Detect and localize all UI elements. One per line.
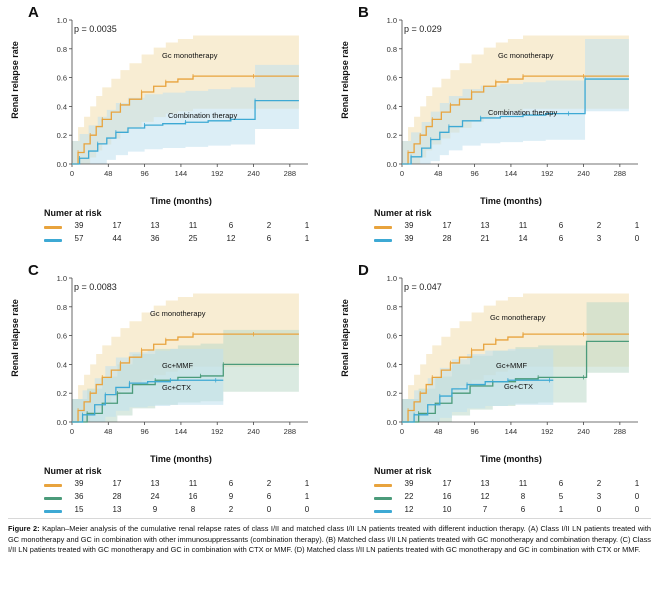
- risk-table-cell: 57: [74, 234, 84, 243]
- risk-table-cell: 5: [558, 492, 564, 501]
- risk-table-cell: 13: [150, 221, 160, 230]
- risk-table-cell: 17: [112, 221, 122, 230]
- risk-table-cell: 36: [150, 234, 160, 243]
- risk-table-cell: 10: [442, 505, 452, 514]
- series-annotation: Gc+CTX: [162, 383, 191, 392]
- x-tick-label: 144: [174, 427, 188, 436]
- x-tick-label: 240: [247, 169, 260, 178]
- series-annotation: Combination therapy: [488, 108, 558, 117]
- plot-area: [380, 14, 642, 182]
- risk-table-row: [44, 479, 324, 492]
- panel-b: [330, 0, 659, 258]
- risk-table-cell: 17: [442, 221, 452, 230]
- risk-table-cell: 2: [596, 479, 602, 488]
- p-value-label: p = 0.047: [404, 282, 442, 292]
- y-tick-label: 0.0: [56, 160, 67, 169]
- y-tick-label: 0.6: [386, 73, 397, 83]
- y-tick-label: 0.8: [386, 302, 397, 312]
- x-tick-label: 96: [140, 169, 149, 178]
- caption-divider: [8, 518, 651, 519]
- panel-a: [0, 0, 329, 258]
- series-annotation: Gc monotherapy: [498, 51, 554, 60]
- y-axis-label: Renal relapse rate: [10, 41, 20, 119]
- risk-table-cell: 39: [74, 479, 84, 488]
- panel-letter: D: [358, 262, 369, 279]
- risk-table-cell: 0: [266, 505, 272, 514]
- risk-table-row: [44, 492, 324, 505]
- risk-table: [374, 208, 654, 247]
- risk-table-cell: 1: [304, 479, 310, 488]
- p-value-label: p = 0.029: [404, 24, 442, 34]
- risk-table-cell: 3: [596, 234, 602, 243]
- figure-caption: [8, 524, 651, 556]
- risk-table-cell: 2: [266, 479, 272, 488]
- series-annotation: Gc+CTX: [504, 382, 533, 391]
- risk-table-row: [44, 221, 324, 234]
- risk-table: [44, 466, 324, 518]
- x-tick-label: 144: [174, 169, 188, 178]
- risk-table-cell: 1: [304, 492, 310, 501]
- risk-table-cell: 25: [188, 234, 198, 243]
- x-tick-label: 240: [577, 169, 590, 178]
- legend-swatch: [44, 239, 62, 242]
- risk-table: [44, 208, 324, 247]
- y-tick-label: 0.8: [56, 302, 67, 312]
- y-tick-label: 0.4: [56, 102, 67, 112]
- y-tick-label: 0.2: [386, 389, 397, 399]
- risk-table-cell: 2: [266, 221, 272, 230]
- kaplan-meier-plot: [380, 14, 642, 182]
- plot-area: [50, 14, 312, 182]
- risk-table-cell: 11: [188, 479, 198, 488]
- x-tick-label: 192: [210, 169, 224, 178]
- risk-table-title: Numer at risk: [44, 466, 102, 476]
- risk-table-cell: 1: [304, 234, 310, 243]
- risk-table-cell: 12: [404, 505, 414, 514]
- y-axis-label: Renal relapse rate: [340, 41, 350, 119]
- risk-table-cell: 13: [112, 505, 122, 514]
- risk-table-cell: 16: [442, 492, 452, 501]
- legend-swatch: [374, 239, 392, 242]
- y-tick-label: 0.0: [56, 418, 67, 427]
- legend-swatch: [44, 226, 62, 229]
- y-tick-label: 1.0: [386, 16, 397, 25]
- risk-table-cell: 0: [304, 505, 310, 514]
- x-tick-label: 48: [434, 169, 443, 178]
- risk-table-cell: 6: [228, 479, 234, 488]
- legend-swatch: [374, 497, 392, 500]
- risk-table-cell: 2: [228, 505, 234, 514]
- risk-table-cell: 12: [226, 234, 236, 243]
- risk-table-cell: 11: [188, 221, 198, 230]
- x-tick-label: 48: [104, 169, 113, 178]
- risk-table-cell: 39: [404, 479, 414, 488]
- risk-table-cell: 6: [520, 505, 526, 514]
- risk-table-cell: 0: [634, 505, 640, 514]
- risk-table-row: [374, 221, 654, 234]
- series-annotation: Gc monotherapy: [162, 51, 218, 60]
- risk-table-cell: 9: [152, 505, 158, 514]
- y-tick-label: 0.6: [56, 331, 67, 341]
- risk-table-cell: 6: [266, 492, 272, 501]
- caption-body: Kaplan–Meier analysis of the cumulative renal relapse rates of class I/II and matched class I/II LN patients treated with different induction therapy. (A) Class I/II LN patients treated with GC monotherapy and GC in combination with other immunosuppressants (combination therapy). (B) Matched class I/II LN patients treated with GC monotherapy and combination therapy. (C) Class I/II LN patients treated with GC monotherapy and GC in combination with CTX or MMF. (D) Matched class I/II LN patients treated with GC monotherapy and GC in combination with CTX or MMF.: [8, 524, 651, 554]
- x-tick-label: 288: [613, 169, 627, 178]
- legend-swatch: [374, 510, 392, 513]
- x-tick-label: 288: [283, 169, 297, 178]
- risk-table-cell: 1: [634, 221, 640, 230]
- risk-table-title: Numer at risk: [374, 466, 432, 476]
- series-annotation: Gc monotherapy: [150, 309, 206, 318]
- risk-table-cell: 44: [112, 234, 122, 243]
- panel-letter: A: [28, 4, 39, 21]
- x-tick-label: 48: [434, 427, 443, 436]
- risk-table-cell: 0: [634, 492, 640, 501]
- risk-table-cell: 12: [480, 492, 490, 501]
- series-annotation: Combination therapy: [168, 111, 238, 120]
- risk-table: [374, 466, 654, 518]
- risk-table-cell: 6: [228, 221, 234, 230]
- risk-table-cell: 16: [188, 492, 198, 501]
- risk-table-cell: 8: [520, 492, 526, 501]
- risk-table-cell: 14: [518, 234, 528, 243]
- legend-swatch: [374, 226, 392, 229]
- risk-table-cell: 13: [480, 479, 490, 488]
- p-value-label: p = 0.0083: [74, 282, 117, 292]
- risk-table-cell: 17: [442, 479, 452, 488]
- risk-table-cell: 6: [558, 479, 564, 488]
- p-value-label: p = 0.0035: [74, 24, 117, 34]
- y-tick-label: 0.2: [56, 389, 67, 399]
- x-tick-label: 240: [577, 427, 590, 436]
- y-tick-label: 0.4: [56, 360, 67, 370]
- panel-letter: C: [28, 262, 39, 279]
- x-axis-label: Time (months): [480, 196, 542, 206]
- risk-table-cell: 28: [442, 234, 452, 243]
- risk-table-cell: 1: [304, 221, 310, 230]
- risk-table-row: [374, 492, 654, 505]
- x-tick-label: 0: [69, 169, 75, 178]
- kaplan-meier-plot: [380, 272, 642, 440]
- x-tick-label: 288: [613, 427, 627, 436]
- y-tick-label: 1.0: [56, 16, 67, 25]
- x-tick-label: 96: [470, 427, 479, 436]
- x-tick-label: 96: [470, 169, 479, 178]
- risk-table-cell: 1: [558, 505, 564, 514]
- risk-table-row: [374, 479, 654, 492]
- risk-table-cell: 11: [518, 479, 528, 488]
- risk-table-cell: 6: [558, 234, 564, 243]
- legend-swatch: [44, 484, 62, 487]
- risk-table-cell: 15: [74, 505, 84, 514]
- risk-table-row: [374, 505, 654, 518]
- x-tick-label: 48: [104, 427, 113, 436]
- x-tick-label: 0: [69, 427, 75, 436]
- risk-table-cell: 39: [404, 221, 414, 230]
- y-axis-label: Renal relapse rate: [10, 299, 20, 377]
- y-tick-label: 1.0: [56, 274, 67, 283]
- risk-table-cell: 28: [112, 492, 122, 501]
- risk-table-cell: 11: [518, 221, 528, 230]
- x-tick-label: 288: [283, 427, 297, 436]
- risk-table-cell: 13: [150, 479, 160, 488]
- series-annotation: Gc+MMF: [162, 361, 194, 370]
- risk-table-cell: 24: [150, 492, 160, 501]
- legend-swatch: [44, 510, 62, 513]
- risk-table-cell: 0: [634, 234, 640, 243]
- x-tick-label: 144: [504, 427, 518, 436]
- x-tick-label: 192: [210, 427, 224, 436]
- series-annotation: Gc+MMF: [496, 361, 528, 370]
- risk-table-row: [374, 234, 654, 247]
- risk-table-cell: 6: [558, 221, 564, 230]
- risk-table-cell: 6: [266, 234, 272, 243]
- y-tick-label: 0.0: [386, 418, 397, 427]
- x-tick-label: 0: [399, 169, 405, 178]
- risk-table-cell: 3: [596, 492, 602, 501]
- risk-table-cell: 21: [480, 234, 490, 243]
- x-axis-label: Time (months): [150, 196, 212, 206]
- kaplan-meier-plot: [50, 14, 312, 182]
- risk-table-cell: 13: [480, 221, 490, 230]
- series-annotation: Gc monotherapy: [490, 313, 546, 322]
- x-tick-label: 192: [540, 427, 554, 436]
- risk-table-cell: 2: [596, 221, 602, 230]
- risk-table-row: [44, 505, 324, 518]
- x-tick-label: 144: [504, 169, 518, 178]
- panel-letter: B: [358, 4, 369, 21]
- y-tick-label: 0.4: [386, 360, 397, 370]
- risk-table-cell: 7: [482, 505, 488, 514]
- legend-swatch: [44, 497, 62, 500]
- y-tick-label: 0.8: [386, 44, 397, 54]
- risk-table-cell: 17: [112, 479, 122, 488]
- y-axis-label: Renal relapse rate: [340, 299, 350, 377]
- risk-table-title: Numer at risk: [374, 208, 432, 218]
- risk-table-cell: 0: [596, 505, 602, 514]
- risk-table-cell: 1: [634, 479, 640, 488]
- y-tick-label: 0.6: [56, 73, 67, 83]
- x-axis-label: Time (months): [480, 454, 542, 464]
- x-tick-label: 240: [247, 427, 260, 436]
- risk-table-cell: 9: [228, 492, 234, 501]
- kaplan-meier-plot: [50, 272, 312, 440]
- risk-table-cell: 36: [74, 492, 84, 501]
- plot-area: [50, 272, 312, 440]
- risk-table-title: Numer at risk: [44, 208, 102, 218]
- risk-table-row: [44, 234, 324, 247]
- risk-table-cell: 39: [74, 221, 84, 230]
- y-tick-label: 0.6: [386, 331, 397, 341]
- plot-area: [380, 272, 642, 440]
- caption-label: Figure 2:: [8, 524, 40, 533]
- y-tick-label: 0.8: [56, 44, 67, 54]
- risk-table-cell: 8: [190, 505, 196, 514]
- y-tick-label: 1.0: [386, 274, 397, 283]
- x-tick-label: 192: [540, 169, 554, 178]
- y-tick-label: 0.2: [386, 131, 397, 141]
- x-tick-label: 0: [399, 427, 405, 436]
- legend-swatch: [374, 484, 392, 487]
- risk-table-cell: 39: [404, 234, 414, 243]
- panel-c: [0, 258, 329, 516]
- risk-table-cell: 22: [404, 492, 414, 501]
- x-tick-label: 96: [140, 427, 149, 436]
- y-tick-label: 0.2: [56, 131, 67, 141]
- y-tick-label: 0.4: [386, 102, 397, 112]
- x-axis-label: Time (months): [150, 454, 212, 464]
- panel-d: [330, 258, 659, 516]
- y-tick-label: 0.0: [386, 160, 397, 169]
